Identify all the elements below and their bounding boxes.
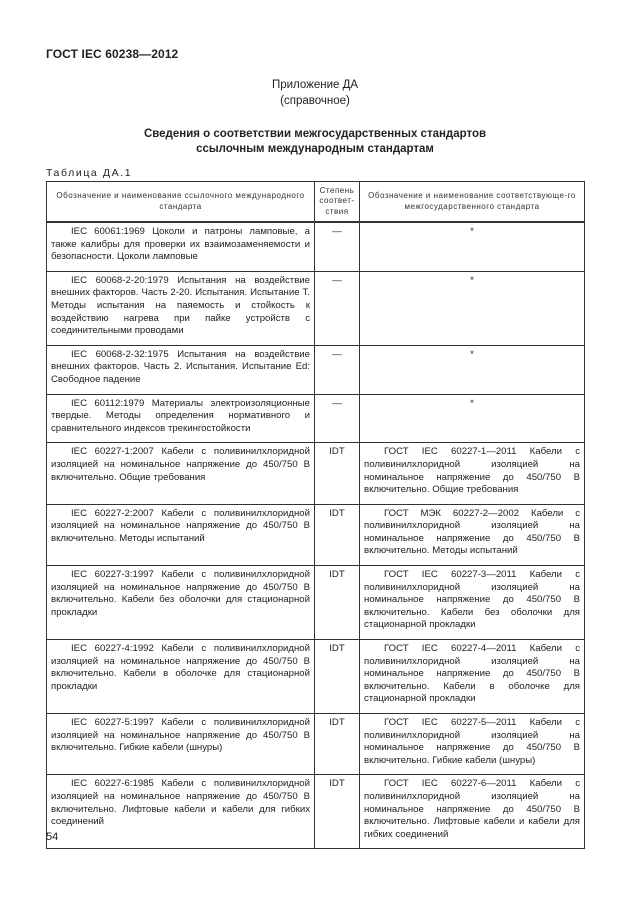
- equivalent-standard-cell: *: [360, 394, 585, 443]
- equivalent-standard-cell: ГОСТ IEC 60227-3—2011 Кабели с поливинилхлоридной изоляцией на номинальное напряжение до 450/750 В включительно. Кабели без оболочки для стационарной прокладки: [360, 566, 585, 640]
- table-row: [47, 640, 585, 714]
- table-row: [47, 222, 585, 271]
- table-row: [47, 345, 585, 394]
- reference-standard-cell: IEC 60227-3:1997 Кабели с поливинилхлоридной изоляцией на номинальное напряжение до 450/750 В включительно. Кабели без оболочки для стационарной прокладки: [47, 566, 315, 640]
- column-header-equivalent: Обозначение и наименование соответствующе-го межгосударственного стандарта: [360, 182, 585, 223]
- equivalent-standard-cell: ГОСТ IEC 60227-5—2011 Кабели с поливинилхлоридной изоляцией на номинальное напряжение до 450/750 В включительно. Гибкие кабели (шнуры): [360, 714, 585, 775]
- equivalent-standard-cell: ГОСТ IEC 60227-4—2011 Кабели с поливинилхлоридной изоляцией на номинальное напряжение до 450/750 В включительно. Кабели в оболочке для стационарной прокладки: [360, 640, 585, 714]
- reference-standard-cell: IEC 60068-2-32:1975 Испытания на воздействие внешних факторов. Часть 2. Испытания. Испытание Ed: Свободное падение: [47, 345, 315, 394]
- page-number: 54: [46, 831, 59, 843]
- reference-standard-cell: IEC 60227-5:1997 Кабели с поливинилхлоридной изоляцией на номинальное напряжение до 450/750 В включительно. Гибкие кабели (шнуры): [47, 714, 315, 775]
- degree-cell: —: [315, 271, 360, 345]
- equivalent-standard-cell: *: [360, 345, 585, 394]
- reference-standard-cell: IEC 60068-2-20:1979 Испытания на воздействие внешних факторов. Часть 2-20. Испытания. Испытание Т. Методы испытания на паяемость и стойкость к воздействию нагрева при пайке устройств с соединительными проводами: [47, 271, 315, 345]
- table-row: [47, 271, 585, 345]
- equivalent-standard-cell: ГОСТ МЭК 60227-2—2002 Кабели с поливинилхлоридной изоляцией на номинальное напряжение до 450/750 В включительно. Методы испытаний: [360, 504, 585, 565]
- table-row: [47, 775, 585, 849]
- degree-cell: IDT: [315, 443, 360, 504]
- degree-cell: —: [315, 222, 360, 271]
- table-row: [47, 394, 585, 443]
- degree-cell: —: [315, 394, 360, 443]
- equivalent-standard-cell: *: [360, 222, 585, 271]
- degree-cell: IDT: [315, 504, 360, 565]
- table-caption-line-1: Сведения о соответствии межгосударственных стандартов: [143, 128, 487, 140]
- annex-title: Приложение ДА: [271, 79, 359, 91]
- table-row: [47, 714, 585, 775]
- table-row: [47, 443, 585, 504]
- degree-cell: IDT: [315, 640, 360, 714]
- column-header-degree: Степень соответ-ствия: [315, 182, 360, 223]
- degree-cell: IDT: [315, 775, 360, 849]
- document-code: ГОСТ IEC 60238—2012: [46, 47, 179, 61]
- table-row: [47, 504, 585, 565]
- annex-subtitle: (справочное): [280, 95, 350, 107]
- equivalent-standard-cell: ГОСТ IEC 60227-1—2011 Кабели с поливинилхлоридной изоляцией на номинальное напряжение до 450/750 В включительно. Общие требования: [360, 443, 585, 504]
- reference-standard-cell: IEC 60227-2:2007 Кабели с поливинилхлоридной изоляцией на номинальное напряжение до 450/750 В включительно. Методы испытаний: [47, 504, 315, 565]
- table-body: [47, 222, 585, 849]
- reference-standard-cell: IEC 60112:1979 Материалы электроизоляционные твердые. Методы определения нормативного и сравнительного индексов трекингостойкости: [47, 394, 315, 443]
- reference-standard-cell: IEC 60061:1969 Цоколи и патроны ламповые, а также калибры для проверки их взаимозаменяемости и безопасности. Цоколи ламповые: [47, 222, 315, 271]
- degree-cell: IDT: [315, 714, 360, 775]
- degree-cell: —: [315, 345, 360, 394]
- table-row: [47, 566, 585, 640]
- column-header-reference: Обозначение и наименование ссылочного международного стандарта: [47, 182, 315, 223]
- table-label: Таблица ДА.1: [46, 167, 133, 179]
- correspondence-table: [46, 181, 585, 849]
- reference-standard-cell: IEC 60227-1:2007 Кабели с поливинилхлоридной изоляцией на номинальное напряжение до 450/750 В включительно. Общие требования: [47, 443, 315, 504]
- equivalent-standard-cell: ГОСТ IEC 60227-6—2011 Кабели с поливинилхлоридной изоляцией на номинальное напряжение до 450/750 В включительно. Лифтовые кабели и кабели для гибких соединений: [360, 775, 585, 849]
- degree-cell: IDT: [315, 566, 360, 640]
- reference-standard-cell: IEC 60227-6:1985 Кабели с поливинилхлоридной изоляцией на номинальное напряжение до 450/750 В включительно. Лифтовые кабели и кабели для гибких соединений: [47, 775, 315, 849]
- table-header-row: [47, 182, 585, 223]
- equivalent-standard-cell: *: [360, 271, 585, 345]
- table-caption-line-2: ссылочным международным стандартам: [196, 143, 434, 155]
- reference-standard-cell: IEC 60227-4:1992 Кабели с поливинилхлоридной изоляцией на номинальное напряжение до 450/750 В включительно. Кабели в оболочке для стационарной прокладки: [47, 640, 315, 714]
